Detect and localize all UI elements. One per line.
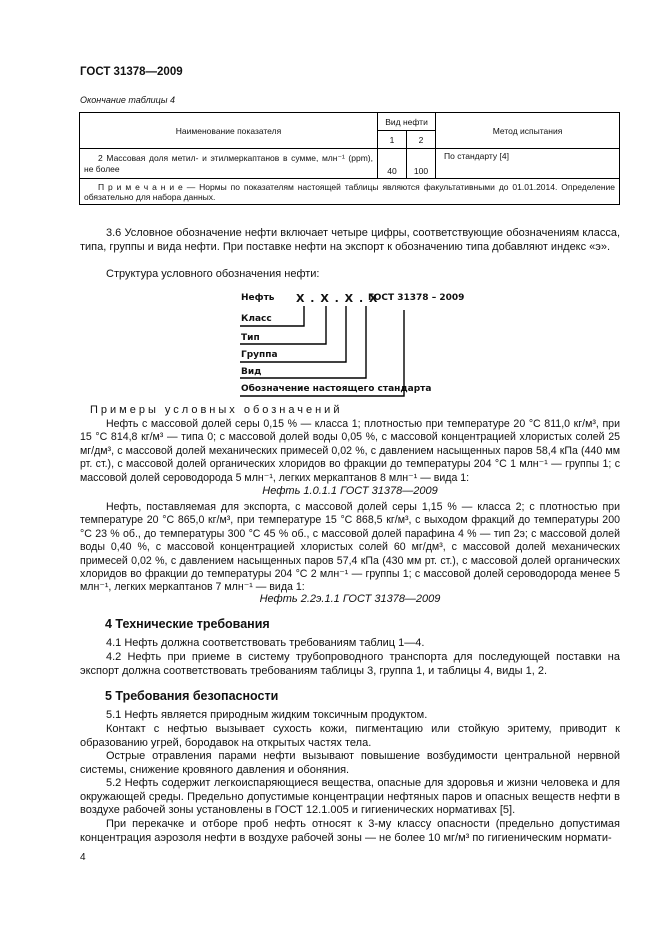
col-header-1: 1 <box>378 131 407 149</box>
col-header-name: Наименование показателя <box>80 113 378 149</box>
row-name: 2 Массовая доля метил- и этилмеркаптанов в сумме, млн⁻¹ (ppm), не более <box>80 149 378 179</box>
document-code: ГОСТ 31378—2009 <box>80 66 183 78</box>
row-method: По стандарту [4] <box>436 149 620 179</box>
page-number: 4 <box>80 852 86 863</box>
paragraph-5-2: 5.2 Нефть содержит легкоиспаряющиеся вещества, опасные для здоровья и жизни человека и для окружающей среды. Предельно допустимые концентрации нефтяных паров и опасных веществ нефти в воздухе рабочей зоны установлены в ГОСТ 12.1.005 и гигиенических нормативах [5]. <box>80 777 620 817</box>
diagram-oil-label: Нефть <box>241 293 275 303</box>
paragraph-5-1: 5.1 Нефть является природным жидким токсичным продуктом. <box>106 709 428 721</box>
paragraph-5-1-contact: Контакт с нефтью вызывает сухость кожи, пигментацию или стойкую эритему, приводит к образованию угрей, бородавок на открытых частях тела. <box>80 723 620 749</box>
diagram-class-label: Класс <box>241 314 272 324</box>
examples-title: Примеры условных обозначений <box>90 404 343 416</box>
paragraph-4-2: 4.2 Нефть при приеме в систему трубопроводного транспорта для последующей поставки на экспорт должна соответствовать требованиям таблицы 3, группа 1, и таблицы 4, виды 1, 2. <box>80 651 620 677</box>
paragraph-5-2-transfer: При перекачке и отборе проб нефть относят к 3-му классу опасности (предельно допустимая концентрация аэрозоля нефти в воздухе рабочей зоны — не более 10 мг/м³ по гигиеническим нормати- <box>80 818 620 844</box>
paragraph-4-1: 4.1 Нефть должна соответствовать требованиям таблиц 1—4. <box>106 637 425 649</box>
diagram-type-label: Тип <box>241 333 260 343</box>
diagram-standard: ГОСТ 31378 – 2009 <box>368 293 465 303</box>
diagram-connector-lines <box>236 300 426 398</box>
paragraph-5-1-poisoning: Острые отравления парами нефти вызывают повышение возбудимости центральной нервной системы, снижение кровяного давления и обоняния. <box>80 750 620 776</box>
col-header-method: Метод испытания <box>436 113 620 149</box>
example-1-code: Нефть 1.0.1.1 ГОСТ 31378—2009 <box>262 485 438 497</box>
example-2: Нефть, поставляемая для экспорта, с массовой долей серы 1,15 % — класса 2; с плотностью при температуре 20 °С 865,0 кг/м³, при температуре 15 °С 868,5 кг/м³, с выходом фракций до температуры 200 °С 23 % об., до температуры 300 °С 45 % об., с массовой долей парафина 4 % — тип 2э; с массовой долей воды 0,40 %, с массовой концентрацией хлористых солей 60 мг/дм³, с массовой долей механических примесей 0,02 %, с давлением насыщенных паров 57,4 кПа (430 мм рт. ст.), с массовой долей органических хлоридов во фракции до температуры 204 °С 2 млн⁻¹ — группы 1; с массовой долей сероводорода менее 5 млн⁻¹, легких меркаптанов 7 млн⁻¹ — вида 1: <box>80 501 620 594</box>
diagram-standard-label: Обозначение настоящего стандарта <box>241 384 432 394</box>
col-header-2: 2 <box>407 131 436 149</box>
section-4-title: 4 Технические требования <box>105 617 270 631</box>
example-2-code: Нефть 2.2э.1.1 ГОСТ 31378—2009 <box>259 593 441 605</box>
diagram-kind-label: Вид <box>241 367 262 377</box>
col-header-oil: Вид нефти <box>378 113 436 131</box>
table-4-end <box>79 112 620 205</box>
paragraph-3-6: 3.6 Условное обозначение нефти включает четыре цифры, соответствующие обозначениям класса, типа, группы и вида нефти. При поставке нефти на экспорт к обозначению типа добавляют индекс «э». <box>80 227 620 253</box>
diagram-group-label: Группа <box>241 350 278 360</box>
diagram-code: X . X . X . X <box>296 292 379 305</box>
table-caption: Окончание таблицы 4 <box>80 95 175 105</box>
row-value-1: 40 <box>378 149 407 179</box>
table-note: П р и м е ч а н и е — Нормы по показателям настоящей таблицы являются факультативными до 01.01.2014. Определение обязательно для набора данных. <box>80 179 620 205</box>
example-1: Нефть с массовой долей серы 0,15 % — класса 1; плотностью при температуре 20 °С 811,0 кг/м³, при 15 °С 814,8 кг/м³ — типа 0; с массовой долей воды 0,05 %, с массовой концентрацией хлористых солей 25 мг/дм³, с массовой долей механических примесей 0,02 %, с давлением насыщенных паров 58,4 кПа (440 мм рт. ст.), с массовой долей органических хлоридов во фракции до температуры 204 °С 1 млн⁻¹ — группы 1; с массовой долей сероводорода 5 млн⁻¹, легких меркаптанов 8 млн⁻¹ — вида 1: <box>80 418 620 484</box>
row-value-2: 100 <box>407 149 436 179</box>
structure-label: Структура условного обозначения нефти: <box>106 268 320 280</box>
section-5-title: 5 Требования безопасности <box>105 689 279 703</box>
